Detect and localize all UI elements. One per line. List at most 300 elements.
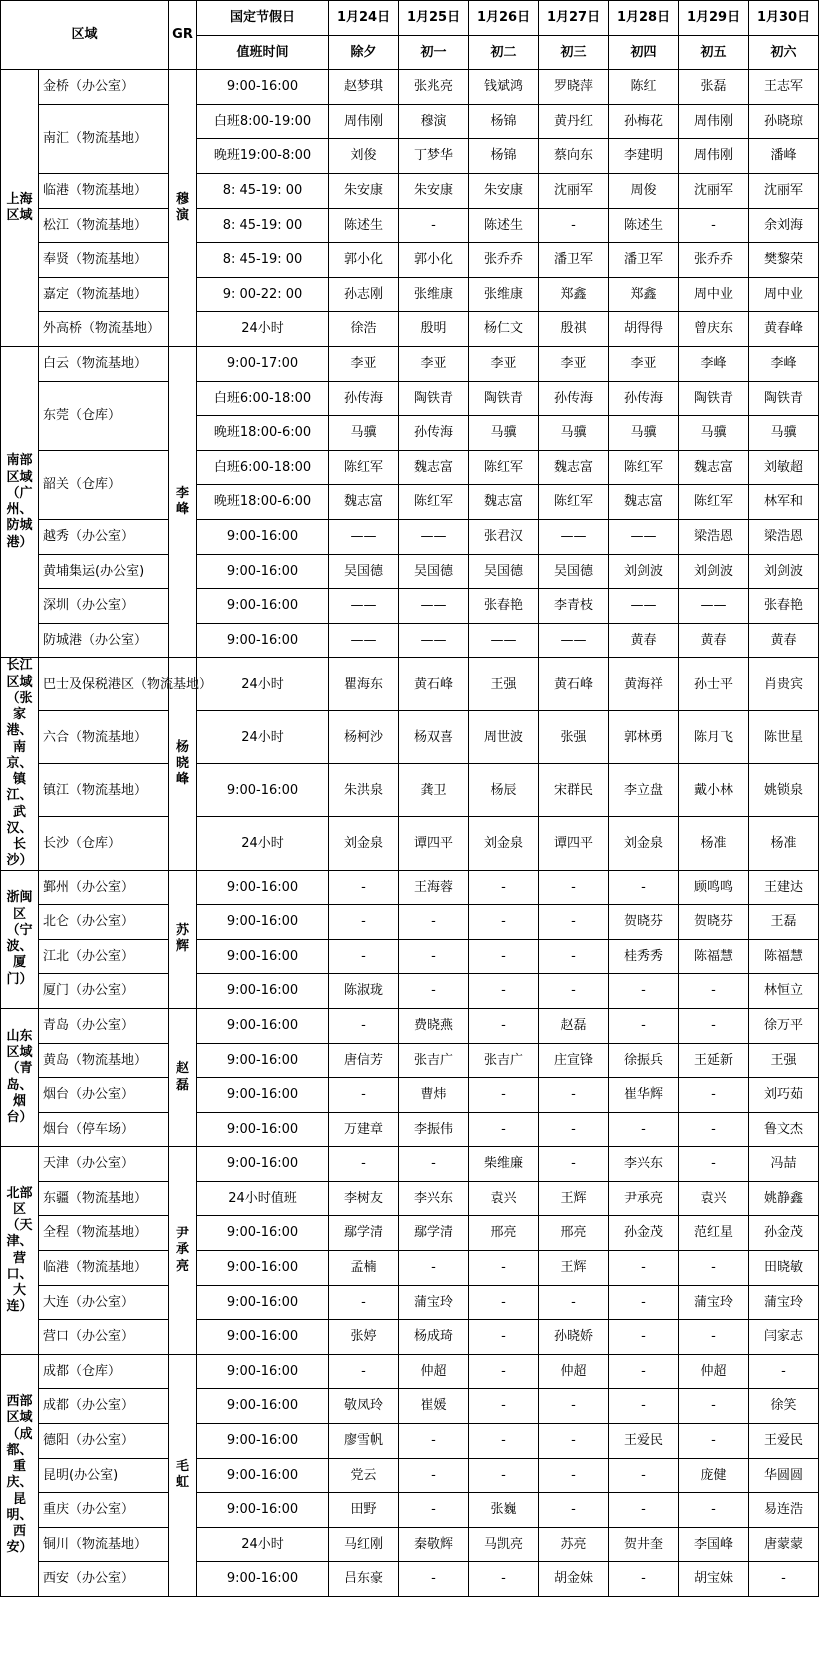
table-row (1, 346, 819, 381)
duty-person-cell: - (539, 939, 609, 974)
header-day: 除夕 (329, 35, 399, 70)
location-cell: 大连（办公室） (39, 1285, 169, 1320)
header-date: 1月25日 (399, 1, 469, 36)
duty-person-cell: 马凯亮 (469, 1527, 539, 1562)
duty-time-cell: 9:00-16:00 (197, 1251, 329, 1286)
duty-person-cell: 吴国德 (329, 554, 399, 589)
duty-time-cell: 9:00-17:00 (197, 346, 329, 381)
duty-person-cell: - (469, 1424, 539, 1459)
header-date: 1月24日 (329, 1, 399, 36)
duty-time-cell: 9:00-16:00 (197, 1043, 329, 1078)
duty-person-cell: 朱安康 (469, 173, 539, 208)
location-cell: 越秀（办公室） (39, 519, 169, 554)
table-row (1, 1527, 819, 1562)
duty-person-cell: - (679, 208, 749, 243)
duty-person-cell: 魏志富 (469, 485, 539, 520)
duty-person-cell: 马骥 (539, 416, 609, 451)
duty-time-cell: 9:00-16:00 (197, 1112, 329, 1147)
duty-person-cell: - (329, 905, 399, 940)
duty-person-cell: 陈红军 (329, 450, 399, 485)
table-row (1, 1043, 819, 1078)
duty-person-cell: —— (399, 519, 469, 554)
table-row (1, 589, 819, 624)
duty-person-cell: - (329, 1147, 399, 1182)
duty-person-cell: 孙传海 (539, 381, 609, 416)
duty-person-cell: 张巍 (469, 1493, 539, 1528)
duty-person-cell: 陶铁青 (469, 381, 539, 416)
duty-person-cell: 杨锦 (469, 139, 539, 174)
table-row (1, 208, 819, 243)
table-row (1, 974, 819, 1009)
duty-person-cell: 陈述生 (469, 208, 539, 243)
duty-person-cell: - (539, 1147, 609, 1182)
duty-person-cell: 李亚 (399, 346, 469, 381)
duty-person-cell: 苏亮 (539, 1527, 609, 1562)
duty-person-cell: - (539, 974, 609, 1009)
duty-person-cell: 李亚 (539, 346, 609, 381)
duty-person-cell: 黄春 (609, 623, 679, 658)
duty-person-cell: - (679, 1147, 749, 1182)
region-label: 上海区域 (1, 70, 39, 347)
duty-time-cell: 9: 00-22: 00 (197, 277, 329, 312)
duty-person-cell: 李峰 (679, 346, 749, 381)
duty-time-cell: 9:00-16:00 (197, 939, 329, 974)
duty-person-cell: 李亚 (329, 346, 399, 381)
duty-person-cell: 陈福慧 (749, 939, 819, 974)
duty-person-cell: 孟楠 (329, 1251, 399, 1286)
duty-person-cell: 林恒立 (749, 974, 819, 1009)
duty-person-cell: 朱安康 (399, 173, 469, 208)
duty-person-cell: 徐浩 (329, 312, 399, 347)
duty-person-cell: 孙晓娇 (539, 1320, 609, 1355)
region-label: 长江区域（张家港、南京、镇江、武汉、长沙） (1, 658, 39, 870)
duty-person-cell: —— (609, 519, 679, 554)
duty-person-cell: 张春艳 (749, 589, 819, 624)
duty-person-cell: 陈红军 (539, 485, 609, 520)
duty-person-cell: - (399, 1458, 469, 1493)
table-row (1, 554, 819, 589)
duty-person-cell: - (609, 1493, 679, 1528)
duty-person-cell: 马骥 (749, 416, 819, 451)
duty-person-cell: —— (679, 589, 749, 624)
duty-person-cell: —— (399, 589, 469, 624)
duty-person-cell: 黄春峰 (749, 312, 819, 347)
duty-person-cell: —— (609, 589, 679, 624)
location-cell: 东疆（物流基地） (39, 1181, 169, 1216)
duty-person-cell: 余刘海 (749, 208, 819, 243)
duty-person-cell: 刘敏超 (749, 450, 819, 485)
duty-person-cell: 马骥 (609, 416, 679, 451)
duty-person-cell: 袁兴 (679, 1181, 749, 1216)
duty-person-cell: 桂秀秀 (609, 939, 679, 974)
gr-label: 毛虹 (169, 1354, 197, 1596)
duty-time-cell: 24小时 (197, 312, 329, 347)
duty-person-cell: 庄宣锋 (539, 1043, 609, 1078)
duty-time-cell: 24小时 (197, 658, 329, 711)
duty-person-cell: 姚锁泉 (749, 764, 819, 817)
location-cell: 深圳（办公室） (39, 589, 169, 624)
duty-person-cell: 周中业 (679, 277, 749, 312)
table-row (1, 1285, 819, 1320)
duty-person-cell: 张吉广 (469, 1043, 539, 1078)
duty-person-cell: 冯喆 (749, 1147, 819, 1182)
duty-person-cell: 殷明 (399, 312, 469, 347)
duty-person-cell: 周伟刚 (679, 104, 749, 139)
duty-person-cell: 孙金茂 (609, 1216, 679, 1251)
duty-person-cell: 丁梦华 (399, 139, 469, 174)
duty-person-cell: 秦敬辉 (399, 1527, 469, 1562)
duty-person-cell: 李建明 (609, 139, 679, 174)
duty-person-cell: 梁浩恩 (679, 519, 749, 554)
duty-person-cell: - (609, 1354, 679, 1389)
duty-person-cell: - (609, 1251, 679, 1286)
duty-person-cell: 蔡向东 (539, 139, 609, 174)
location-cell: 天津（办公室） (39, 1147, 169, 1182)
duty-person-cell: - (469, 1458, 539, 1493)
duty-person-cell: 袁兴 (469, 1181, 539, 1216)
duty-person-cell: —— (329, 589, 399, 624)
duty-person-cell: 唐蒙蒙 (749, 1527, 819, 1562)
duty-person-cell: 朱洪泉 (329, 764, 399, 817)
duty-person-cell: 尹承亮 (609, 1181, 679, 1216)
duty-person-cell: 陈红军 (679, 485, 749, 520)
duty-person-cell: 王强 (749, 1043, 819, 1078)
location-cell: 昆明(办公室) (39, 1458, 169, 1493)
location-cell: 北仑（办公室） (39, 905, 169, 940)
duty-person-cell: - (539, 1424, 609, 1459)
duty-time-cell: 9:00-16:00 (197, 764, 329, 817)
duty-person-cell: 田晓敏 (749, 1251, 819, 1286)
duty-person-cell: 邢亮 (469, 1216, 539, 1251)
duty-person-cell: - (679, 1008, 749, 1043)
duty-time-cell: 白班6:00-18:00 (197, 450, 329, 485)
table-row (1, 905, 819, 940)
table-row (1, 381, 819, 416)
duty-time-cell: 9:00-16:00 (197, 589, 329, 624)
duty-person-cell: - (469, 1320, 539, 1355)
location-cell: 嘉定（物流基地） (39, 277, 169, 312)
duty-person-cell: 郭小化 (329, 243, 399, 278)
duty-person-cell: 陶铁青 (399, 381, 469, 416)
duty-person-cell: 潘卫军 (539, 243, 609, 278)
table-row (1, 70, 819, 105)
duty-person-cell: 崔华辉 (609, 1078, 679, 1113)
duty-person-cell: 赵磊 (539, 1008, 609, 1043)
duty-person-cell: 张君汉 (469, 519, 539, 554)
location-cell: 青岛（办公室） (39, 1008, 169, 1043)
duty-person-cell: - (609, 1389, 679, 1424)
duty-time-cell: 9:00-16:00 (197, 1389, 329, 1424)
table-row (1, 1008, 819, 1043)
duty-person-cell: 敬凤玲 (329, 1389, 399, 1424)
gr-label: 穆演 (169, 70, 197, 347)
duty-time-cell: 9:00-16:00 (197, 1458, 329, 1493)
header-date: 1月26日 (469, 1, 539, 36)
header-day: 初五 (679, 35, 749, 70)
region-label: 浙闽区（宁波、厦门） (1, 870, 39, 1008)
duty-person-cell: 梁浩恩 (749, 519, 819, 554)
duty-time-cell: 9:00-16:00 (197, 1354, 329, 1389)
duty-time-cell: 9:00-16:00 (197, 1424, 329, 1459)
table-row (1, 173, 819, 208)
duty-time-cell: 9:00-16:00 (197, 870, 329, 905)
duty-person-cell: 杨锦 (469, 104, 539, 139)
duty-time-cell: 9:00-16:00 (197, 1008, 329, 1043)
duty-person-cell: 张兆亮 (399, 70, 469, 105)
header-day: 初四 (609, 35, 679, 70)
location-cell: 鄞州（办公室） (39, 870, 169, 905)
duty-person-cell: 田野 (329, 1493, 399, 1528)
duty-time-cell: 8: 45-19: 00 (197, 208, 329, 243)
table-row (1, 1354, 819, 1389)
duty-time-cell: 9:00-16:00 (197, 1320, 329, 1355)
duty-person-cell: 孙传海 (609, 381, 679, 416)
duty-person-cell: - (329, 870, 399, 905)
duty-person-cell: 郑鑫 (539, 277, 609, 312)
duty-person-cell: 周中业 (749, 277, 819, 312)
duty-person-cell: 姚静鑫 (749, 1181, 819, 1216)
duty-person-cell: 鄢学清 (399, 1216, 469, 1251)
duty-person-cell: 陈述生 (329, 208, 399, 243)
duty-person-cell: - (399, 1424, 469, 1459)
duty-person-cell: 陈红军 (609, 450, 679, 485)
duty-time-cell: 8: 45-19: 00 (197, 173, 329, 208)
duty-person-cell: - (539, 1458, 609, 1493)
header-duty-time: 值班时间 (197, 35, 329, 70)
duty-person-cell: —— (539, 623, 609, 658)
duty-person-cell: 邢亮 (539, 1216, 609, 1251)
duty-person-cell: —— (329, 623, 399, 658)
duty-person-cell: 李青枝 (539, 589, 609, 624)
duty-person-cell: 樊黎荣 (749, 243, 819, 278)
duty-person-cell: 张维康 (399, 277, 469, 312)
duty-person-cell: 钱斌鸿 (469, 70, 539, 105)
duty-person-cell: 殷祺 (539, 312, 609, 347)
duty-person-cell: - (329, 1078, 399, 1113)
duty-person-cell: 杨仁文 (469, 312, 539, 347)
duty-person-cell: 周世波 (469, 711, 539, 764)
location-cell: 临港（物流基地） (39, 1251, 169, 1286)
duty-person-cell: 曾庆东 (679, 312, 749, 347)
duty-person-cell: - (469, 974, 539, 1009)
duty-person-cell: 万建章 (329, 1112, 399, 1147)
duty-person-cell: 唐信芳 (329, 1043, 399, 1078)
duty-person-cell: 黄海祥 (609, 658, 679, 711)
header-day: 初六 (749, 35, 819, 70)
duty-person-cell: 王辉 (539, 1251, 609, 1286)
duty-person-cell: 刘金泉 (609, 817, 679, 870)
duty-person-cell: - (399, 1147, 469, 1182)
duty-person-cell: - (679, 1493, 749, 1528)
location-cell: 白云（物流基地） (39, 346, 169, 381)
table-row (1, 312, 819, 347)
duty-person-cell: 庞健 (679, 1458, 749, 1493)
duty-person-cell: 周俊 (609, 173, 679, 208)
duty-person-cell: 黄春 (679, 623, 749, 658)
duty-person-cell: - (609, 1458, 679, 1493)
duty-person-cell: 刘金泉 (469, 817, 539, 870)
location-cell: 韶关（仓库） (39, 450, 169, 519)
location-cell: 重庆（办公室） (39, 1493, 169, 1528)
duty-person-cell: 吕东豪 (329, 1562, 399, 1597)
duty-person-cell: 张春艳 (469, 589, 539, 624)
duty-time-cell: 24小时值班 (197, 1181, 329, 1216)
table-row (1, 104, 819, 139)
duty-time-cell: 24小时 (197, 817, 329, 870)
duty-person-cell: 马红刚 (329, 1527, 399, 1562)
duty-person-cell: - (609, 1320, 679, 1355)
header-day: 初二 (469, 35, 539, 70)
duty-person-cell: 李峰 (749, 346, 819, 381)
duty-person-cell: 张吉广 (399, 1043, 469, 1078)
duty-person-cell: 张乔乔 (469, 243, 539, 278)
duty-person-cell: 魏志富 (329, 485, 399, 520)
duty-person-cell: - (609, 1112, 679, 1147)
table-row (1, 623, 819, 658)
duty-time-cell: 9:00-16:00 (197, 554, 329, 589)
duty-person-cell: - (399, 974, 469, 1009)
location-cell: 黄埔集运(办公室) (39, 554, 169, 589)
duty-person-cell: 赵梦琪 (329, 70, 399, 105)
duty-person-cell: - (679, 1389, 749, 1424)
table-row (1, 1389, 819, 1424)
table-row (1, 1458, 819, 1493)
duty-person-cell: 刘巧茹 (749, 1078, 819, 1113)
duty-person-cell: 顾鸣鸣 (679, 870, 749, 905)
duty-person-cell: - (399, 1251, 469, 1286)
header-date: 1月30日 (749, 1, 819, 36)
duty-person-cell: 李振伟 (399, 1112, 469, 1147)
duty-person-cell: - (469, 1078, 539, 1113)
location-cell: 成都（仓库） (39, 1354, 169, 1389)
duty-time-cell: 晚班18:00-6:00 (197, 416, 329, 451)
duty-person-cell: - (469, 1112, 539, 1147)
region-label: 山东区域（青岛、烟台） (1, 1008, 39, 1146)
duty-person-cell: 孙士平 (679, 658, 749, 711)
duty-person-cell: —— (539, 519, 609, 554)
duty-time-cell: 24小时 (197, 711, 329, 764)
duty-person-cell: 杨柯沙 (329, 711, 399, 764)
duty-person-cell: - (469, 870, 539, 905)
location-cell: 长沙（仓库） (39, 817, 169, 870)
duty-person-cell: 龚卫 (399, 764, 469, 817)
duty-time-cell: 9:00-16:00 (197, 974, 329, 1009)
duty-person-cell: 张维康 (469, 277, 539, 312)
duty-person-cell: 瞿海东 (329, 658, 399, 711)
duty-person-cell: 孙金茂 (749, 1216, 819, 1251)
gr-label: 苏辉 (169, 870, 197, 1008)
duty-person-cell: 范红星 (679, 1216, 749, 1251)
table-row (1, 1181, 819, 1216)
duty-person-cell: - (469, 1389, 539, 1424)
duty-person-cell: 周伟刚 (329, 104, 399, 139)
duty-person-cell: - (469, 1251, 539, 1286)
duty-person-cell: - (609, 974, 679, 1009)
duty-person-cell: - (679, 1112, 749, 1147)
duty-person-cell: 闫家志 (749, 1320, 819, 1355)
table-row (1, 764, 819, 817)
duty-person-cell: 陈红 (609, 70, 679, 105)
duty-person-cell: - (609, 1562, 679, 1597)
header-region: 区域 (1, 1, 169, 70)
duty-person-cell: 魏志富 (399, 450, 469, 485)
duty-person-cell: 戴小林 (679, 764, 749, 817)
duty-person-cell: 王建达 (749, 870, 819, 905)
duty-person-cell: 鄢学清 (329, 1216, 399, 1251)
duty-time-cell: 9:00-16:00 (197, 70, 329, 105)
location-cell: 营口（办公室） (39, 1320, 169, 1355)
duty-person-cell: - (399, 905, 469, 940)
duty-person-cell: 徐振兵 (609, 1043, 679, 1078)
duty-person-cell: 刘金泉 (329, 817, 399, 870)
duty-person-cell: 穆演 (399, 104, 469, 139)
duty-person-cell: 罗晓萍 (539, 70, 609, 105)
duty-person-cell: 刘剑波 (749, 554, 819, 589)
location-cell: 奉贤（物流基地） (39, 243, 169, 278)
duty-person-cell: 李亚 (609, 346, 679, 381)
table-row (1, 711, 819, 764)
duty-person-cell: 郭林勇 (609, 711, 679, 764)
duty-person-cell: —— (399, 623, 469, 658)
duty-person-cell: 王爱民 (609, 1424, 679, 1459)
duty-person-cell: 陈福慧 (679, 939, 749, 974)
duty-person-cell: 陈红军 (399, 485, 469, 520)
duty-time-cell: 8: 45-19: 00 (197, 243, 329, 278)
duty-person-cell: - (539, 870, 609, 905)
duty-person-cell: 杨双喜 (399, 711, 469, 764)
duty-person-cell: - (539, 1112, 609, 1147)
location-cell: 松江（物流基地） (39, 208, 169, 243)
duty-person-cell: 郑鑫 (609, 277, 679, 312)
gr-label: 李峰 (169, 346, 197, 657)
duty-person-cell: 张婷 (329, 1320, 399, 1355)
duty-person-cell: - (469, 1354, 539, 1389)
duty-person-cell: - (749, 1562, 819, 1597)
duty-person-cell: - (609, 1285, 679, 1320)
table-row (1, 1216, 819, 1251)
duty-person-cell: 孙传海 (399, 416, 469, 451)
location-cell: 铜川（物流基地） (39, 1527, 169, 1562)
duty-person-cell: 胡金妹 (539, 1562, 609, 1597)
location-cell: 德阳（办公室） (39, 1424, 169, 1459)
duty-time-cell: 24小时 (197, 1527, 329, 1562)
duty-person-cell: 郭小化 (399, 243, 469, 278)
duty-person-cell: 蒲宝玲 (749, 1285, 819, 1320)
duty-person-cell: 陈述生 (609, 208, 679, 243)
duty-person-cell: 王延新 (679, 1043, 749, 1078)
table-row (1, 1078, 819, 1113)
duty-person-cell: 孙梅花 (609, 104, 679, 139)
duty-time-cell: 晚班18:00-6:00 (197, 485, 329, 520)
location-cell: 厦门（办公室） (39, 974, 169, 1009)
duty-person-cell: 徐万平 (749, 1008, 819, 1043)
duty-time-cell: 9:00-16:00 (197, 1216, 329, 1251)
duty-person-cell: 张强 (539, 711, 609, 764)
duty-person-cell: 王磊 (749, 905, 819, 940)
duty-person-cell: 王强 (469, 658, 539, 711)
location-cell: 六合（物流基地） (39, 711, 169, 764)
duty-person-cell: - (329, 1285, 399, 1320)
duty-person-cell: 王志军 (749, 70, 819, 105)
location-cell: 巴士及保税港区（物流基地） (39, 658, 169, 711)
location-cell: 金桥（办公室） (39, 70, 169, 105)
duty-person-cell: 孙志刚 (329, 277, 399, 312)
duty-person-cell: 陈世星 (749, 711, 819, 764)
duty-person-cell: 蒲宝玲 (679, 1285, 749, 1320)
duty-person-cell: 陶铁青 (679, 381, 749, 416)
location-cell: 黄岛（物流基地） (39, 1043, 169, 1078)
duty-person-cell: 贺井奎 (609, 1527, 679, 1562)
